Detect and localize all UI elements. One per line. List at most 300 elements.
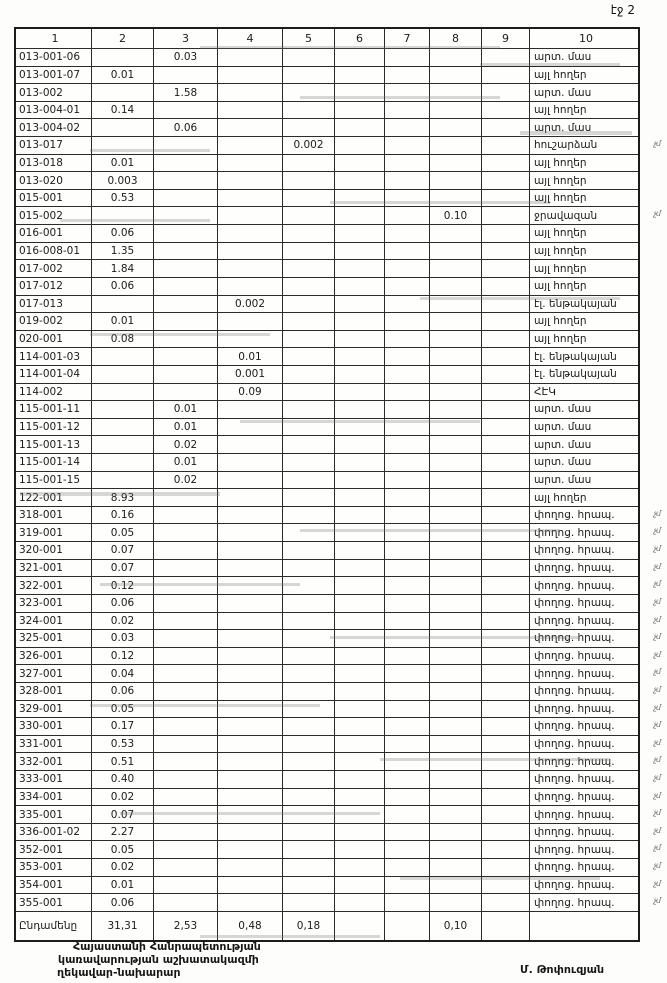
table-cell	[154, 613, 218, 630]
table-cell	[430, 841, 482, 858]
table-cell: 0.06	[92, 894, 154, 911]
table-cell	[430, 771, 482, 788]
table-cell	[482, 542, 530, 559]
table-cell: 332-001	[16, 753, 92, 770]
table-cell	[385, 753, 430, 770]
table-cell	[218, 102, 283, 119]
table-row	[16, 736, 660, 754]
table-cell	[385, 172, 430, 189]
table-cell: 0.16	[92, 507, 154, 524]
table-cell	[430, 472, 482, 489]
table-row	[16, 806, 660, 824]
table-cell	[154, 67, 218, 84]
table-cell	[283, 630, 335, 647]
table-cell	[283, 454, 335, 471]
table-cell: 0.02	[154, 436, 218, 453]
footer-title-line: ղեկավար-նախարար	[57, 966, 181, 979]
table-cell	[430, 401, 482, 418]
table-cell	[482, 436, 530, 453]
table-cell	[430, 172, 482, 189]
table-cell	[154, 524, 218, 541]
total-label: Ընդամենը	[16, 912, 92, 940]
table-cell	[482, 507, 530, 524]
table-cell	[218, 454, 283, 471]
table-cell	[482, 119, 530, 136]
table-row	[16, 524, 660, 542]
table-cell	[218, 419, 283, 436]
margin-annotation: չմ	[653, 790, 660, 800]
table-cell: փողոց. հրապ.	[534, 808, 615, 821]
table-cell: 333-001	[16, 771, 92, 788]
table-cell	[482, 84, 530, 101]
table-cell	[154, 172, 218, 189]
table-cell	[335, 595, 385, 612]
table-cell	[385, 278, 430, 295]
table-cell	[482, 67, 530, 84]
table-cell	[335, 243, 385, 260]
table-cell	[283, 560, 335, 577]
table-cell	[154, 102, 218, 119]
table-cell: 322-001	[16, 577, 92, 594]
table-cell: փողոց. հրապ.	[534, 896, 615, 909]
table-cell	[218, 489, 283, 506]
table-cell	[482, 630, 530, 647]
table-cell	[385, 841, 430, 858]
table-cell	[92, 454, 154, 471]
table-cell: փողոց. հրապ.	[534, 685, 615, 698]
table-cell: 0.08	[92, 331, 154, 348]
table-cell	[385, 789, 430, 806]
table-cell	[283, 67, 335, 84]
table-cell	[92, 119, 154, 136]
table-cell	[283, 806, 335, 823]
table-cell: փողոց. հրապ.	[534, 826, 615, 839]
table-cell: 1.84	[92, 260, 154, 277]
table-cell	[335, 137, 385, 154]
table-cell: արտ. մաս	[534, 403, 592, 416]
table-cell: 320-001	[16, 542, 92, 559]
table-cell	[430, 683, 482, 700]
table-cell: էլ. ենթակայան	[534, 350, 617, 363]
table-cell	[482, 348, 530, 365]
table-cell	[430, 736, 482, 753]
table-cell: 318-001	[16, 507, 92, 524]
table-cell	[385, 771, 430, 788]
table-cell	[218, 260, 283, 277]
table-cell: 355-001	[16, 894, 92, 911]
table-cell: 0.10	[430, 207, 482, 224]
table-cell: 2.27	[92, 824, 154, 841]
table-cell	[283, 507, 335, 524]
table-cell	[430, 877, 482, 894]
table-cell	[283, 753, 335, 770]
table-row	[16, 560, 660, 578]
table-cell	[92, 348, 154, 365]
table-cell	[218, 472, 283, 489]
table-cell: 013-001-06	[16, 49, 92, 66]
table-row	[16, 331, 638, 349]
table-cell	[283, 524, 335, 541]
table-cell	[283, 824, 335, 841]
table-cell: այլ հողեր	[534, 104, 587, 117]
table-cell	[482, 172, 530, 189]
table-cell	[335, 155, 385, 172]
table-cell	[430, 348, 482, 365]
total-cell: 0,18	[283, 912, 335, 940]
table-cell: 0.05	[92, 841, 154, 858]
table-cell: 017-002	[16, 260, 92, 277]
table-cell	[283, 718, 335, 735]
table-cell	[430, 824, 482, 841]
table-cell	[385, 718, 430, 735]
table-cell	[154, 824, 218, 841]
table-cell	[154, 806, 218, 823]
table-cell: փողոց. հրապ.	[534, 561, 615, 574]
table-cell: 114-001-03	[16, 348, 92, 365]
table-cell	[218, 313, 283, 330]
table-cell: 115-001-14	[16, 454, 92, 471]
table-cell	[385, 489, 430, 506]
table-cell	[430, 718, 482, 735]
table-cell	[283, 736, 335, 753]
table-cell	[482, 260, 530, 277]
table-cell	[385, 877, 430, 894]
table-cell	[335, 49, 385, 66]
table-cell: արտ. մաս	[534, 438, 592, 451]
table-total-row	[16, 912, 638, 940]
table-row	[16, 436, 638, 454]
table-cell	[430, 419, 482, 436]
margin-annotation: չմ	[653, 667, 660, 677]
table-cell: ՀԷԿ	[534, 385, 556, 398]
table-cell	[430, 67, 482, 84]
total-cell: 31,31	[92, 912, 154, 940]
table-cell	[283, 894, 335, 911]
table-cell	[154, 595, 218, 612]
table-cell	[430, 137, 482, 154]
table-cell	[154, 313, 218, 330]
table-cell	[218, 67, 283, 84]
table-cell	[385, 542, 430, 559]
table-row	[16, 454, 638, 472]
table-cell: 0.01	[218, 348, 283, 365]
table-cell: 0.01	[154, 454, 218, 471]
table-cell	[335, 454, 385, 471]
table-cell: 115-001-15	[16, 472, 92, 489]
table-cell	[430, 102, 482, 119]
table-row	[16, 348, 638, 366]
table-cell	[283, 683, 335, 700]
table-row	[16, 225, 638, 243]
table-cell	[154, 771, 218, 788]
table-cell: 1.35	[92, 243, 154, 260]
table-cell	[335, 472, 385, 489]
table-cell	[430, 560, 482, 577]
table-cell	[218, 84, 283, 101]
table-cell	[335, 489, 385, 506]
table-cell	[482, 806, 530, 823]
table-cell: 0.01	[92, 155, 154, 172]
table-cell: արտ. մաս	[534, 51, 592, 64]
table-row	[16, 595, 660, 613]
header-cell-1: 1	[16, 29, 92, 48]
table-cell	[335, 84, 385, 101]
table-cell: էլ. ենթակայան	[534, 368, 617, 381]
table-cell: 330-001	[16, 718, 92, 735]
table-cell	[385, 207, 430, 224]
table-cell	[482, 225, 530, 242]
table-cell	[430, 859, 482, 876]
table-cell: 327-001	[16, 665, 92, 682]
land-parcel-table	[14, 27, 660, 942]
table-cell	[218, 753, 283, 770]
table-cell	[385, 454, 430, 471]
table-cell	[335, 419, 385, 436]
table-cell: փողոց. հրապ.	[534, 773, 615, 786]
table-cell	[283, 489, 335, 506]
table-cell	[335, 577, 385, 594]
table-cell	[335, 401, 385, 418]
table-cell	[385, 806, 430, 823]
table-cell	[385, 84, 430, 101]
table-row	[16, 172, 638, 190]
margin-annotation: չմ	[653, 861, 660, 871]
table-cell	[283, 207, 335, 224]
table-cell: 020-001	[16, 331, 92, 348]
table-cell	[218, 665, 283, 682]
margin-annotation: չմ	[653, 808, 660, 818]
table-cell	[218, 119, 283, 136]
table-cell	[430, 595, 482, 612]
table-cell	[430, 155, 482, 172]
table-cell	[385, 507, 430, 524]
total-cell	[530, 912, 638, 940]
table-cell	[218, 524, 283, 541]
table-cell	[92, 49, 154, 66]
table-cell	[385, 595, 430, 612]
table-cell	[385, 577, 430, 594]
table-cell	[335, 542, 385, 559]
header-cell-3: 3	[154, 29, 218, 48]
table-cell	[335, 824, 385, 841]
table-cell	[154, 348, 218, 365]
table-cell	[283, 190, 335, 207]
table-cell	[335, 648, 385, 665]
table-cell	[385, 313, 430, 330]
table-cell	[482, 718, 530, 735]
table-cell: 0.17	[92, 718, 154, 735]
table-cell: 019-002	[16, 313, 92, 330]
signature-name: Մ. Թոփուզյան	[520, 963, 605, 976]
table-cell	[218, 683, 283, 700]
table-cell: 0.07	[92, 806, 154, 823]
table-row	[16, 613, 660, 631]
table-cell	[335, 560, 385, 577]
table-row	[16, 49, 638, 67]
table-cell	[283, 172, 335, 189]
table-cell: 0.06	[154, 119, 218, 136]
table-cell	[385, 225, 430, 242]
table-cell	[283, 648, 335, 665]
table-cell	[218, 630, 283, 647]
table-cell	[430, 806, 482, 823]
table-cell: 0.05	[92, 524, 154, 541]
table-cell	[218, 718, 283, 735]
table-cell	[482, 313, 530, 330]
table-cell: 013-004-02	[16, 119, 92, 136]
table-cell	[154, 683, 218, 700]
table-cell: 016-001	[16, 225, 92, 242]
table-cell	[283, 155, 335, 172]
table-cell	[430, 507, 482, 524]
table-cell	[482, 894, 530, 911]
table-cell	[385, 736, 430, 753]
table-cell	[335, 119, 385, 136]
table-cell: 0.06	[92, 225, 154, 242]
table-cell: հուշարձան	[534, 139, 598, 152]
table-cell	[283, 348, 335, 365]
table-cell: 0.05	[92, 701, 154, 718]
table-cell	[482, 683, 530, 700]
table-cell	[482, 560, 530, 577]
table-cell	[385, 260, 430, 277]
table-cell	[283, 472, 335, 489]
footer-org-line-2: կառավարության աշխատակազմի	[58, 953, 259, 966]
table-cell	[335, 701, 385, 718]
table-cell	[385, 683, 430, 700]
table-cell: փողոց. հրապ.	[534, 526, 615, 539]
table-cell	[154, 877, 218, 894]
table-row	[16, 384, 638, 402]
table-cell: այլ հողեր	[534, 192, 587, 205]
table-cell	[430, 436, 482, 453]
table-cell: 0.01	[92, 313, 154, 330]
page-number: էջ 2	[610, 3, 635, 17]
table-row	[16, 577, 660, 595]
margin-annotation: չմ	[653, 702, 660, 712]
table-cell: արտ. մաս	[534, 121, 592, 134]
table-cell: 0.03	[92, 630, 154, 647]
table-cell	[218, 507, 283, 524]
table-cell	[335, 771, 385, 788]
table-cell	[430, 753, 482, 770]
table-cell	[385, 859, 430, 876]
table-row	[16, 841, 660, 859]
table-cell: 0.51	[92, 753, 154, 770]
table-cell	[218, 560, 283, 577]
table-cell: այլ հողեր	[534, 245, 587, 257]
table-cell	[430, 613, 482, 630]
table-cell	[283, 841, 335, 858]
table-cell: փողոց. հրապ.	[534, 790, 615, 803]
table-cell	[335, 296, 385, 313]
table-cell	[482, 49, 530, 66]
table-cell: 015-002	[16, 207, 92, 224]
table-row	[16, 789, 660, 807]
table-cell	[482, 155, 530, 172]
table-row	[16, 753, 660, 771]
table-cell	[154, 243, 218, 260]
table-cell	[154, 331, 218, 348]
table-cell	[430, 630, 482, 647]
table-cell	[154, 260, 218, 277]
table-cell	[385, 366, 430, 383]
table-cell: փողոց. հրապ.	[534, 702, 615, 715]
margin-annotation: չմ	[653, 632, 660, 642]
table-cell: 0.06	[92, 278, 154, 295]
table-cell	[335, 366, 385, 383]
table-cell	[430, 119, 482, 136]
table-cell	[218, 207, 283, 224]
table-cell	[283, 859, 335, 876]
table-cell	[335, 789, 385, 806]
table-cell: 115-001-12	[16, 419, 92, 436]
table-cell	[335, 507, 385, 524]
table-cell	[92, 436, 154, 453]
table-cell: 0.12	[92, 577, 154, 594]
table-cell	[430, 49, 482, 66]
margin-annotation: չմ	[653, 596, 660, 606]
table-cell	[218, 542, 283, 559]
table-cell	[482, 577, 530, 594]
table-cell: 328-001	[16, 683, 92, 700]
table-cell: այլ հողեր	[534, 333, 587, 346]
table-cell	[482, 243, 530, 260]
table-cell	[218, 595, 283, 612]
table-cell	[385, 348, 430, 365]
table-cell	[482, 331, 530, 348]
table-cell: այլ հողեր	[534, 262, 587, 275]
table-row	[16, 630, 660, 648]
table-row	[16, 119, 638, 137]
table-cell	[385, 243, 430, 260]
table-cell	[385, 419, 430, 436]
table-cell: այլ հողեր	[534, 174, 587, 187]
table-cell	[385, 472, 430, 489]
table-cell: 336-001-02	[16, 824, 92, 841]
table-cell	[154, 190, 218, 207]
table-cell	[283, 665, 335, 682]
table-cell	[385, 894, 430, 911]
table-cell: 0.02	[92, 789, 154, 806]
table-cell	[92, 472, 154, 489]
table-cell: 017-012	[16, 278, 92, 295]
table-cell	[335, 718, 385, 735]
table-cell: 013-002	[16, 84, 92, 101]
margin-annotation: չմ	[653, 544, 660, 554]
table-cell	[335, 260, 385, 277]
table-cell	[218, 401, 283, 418]
table-cell	[218, 155, 283, 172]
table-cell: 013-001-07	[16, 67, 92, 84]
table-cell	[283, 331, 335, 348]
table-cell	[154, 137, 218, 154]
table-row	[16, 102, 638, 120]
table-cell	[335, 102, 385, 119]
table-cell: 323-001	[16, 595, 92, 612]
table-cell	[335, 190, 385, 207]
table-cell	[154, 207, 218, 224]
table-cell	[430, 331, 482, 348]
table-cell	[385, 119, 430, 136]
table-cell	[218, 648, 283, 665]
table-cell: 0.003	[92, 172, 154, 189]
table-cell	[430, 701, 482, 718]
table-cell: ջրավազան	[534, 209, 598, 222]
table-cell: 0.53	[92, 736, 154, 753]
table-cell	[482, 419, 530, 436]
table-cell	[385, 384, 430, 401]
